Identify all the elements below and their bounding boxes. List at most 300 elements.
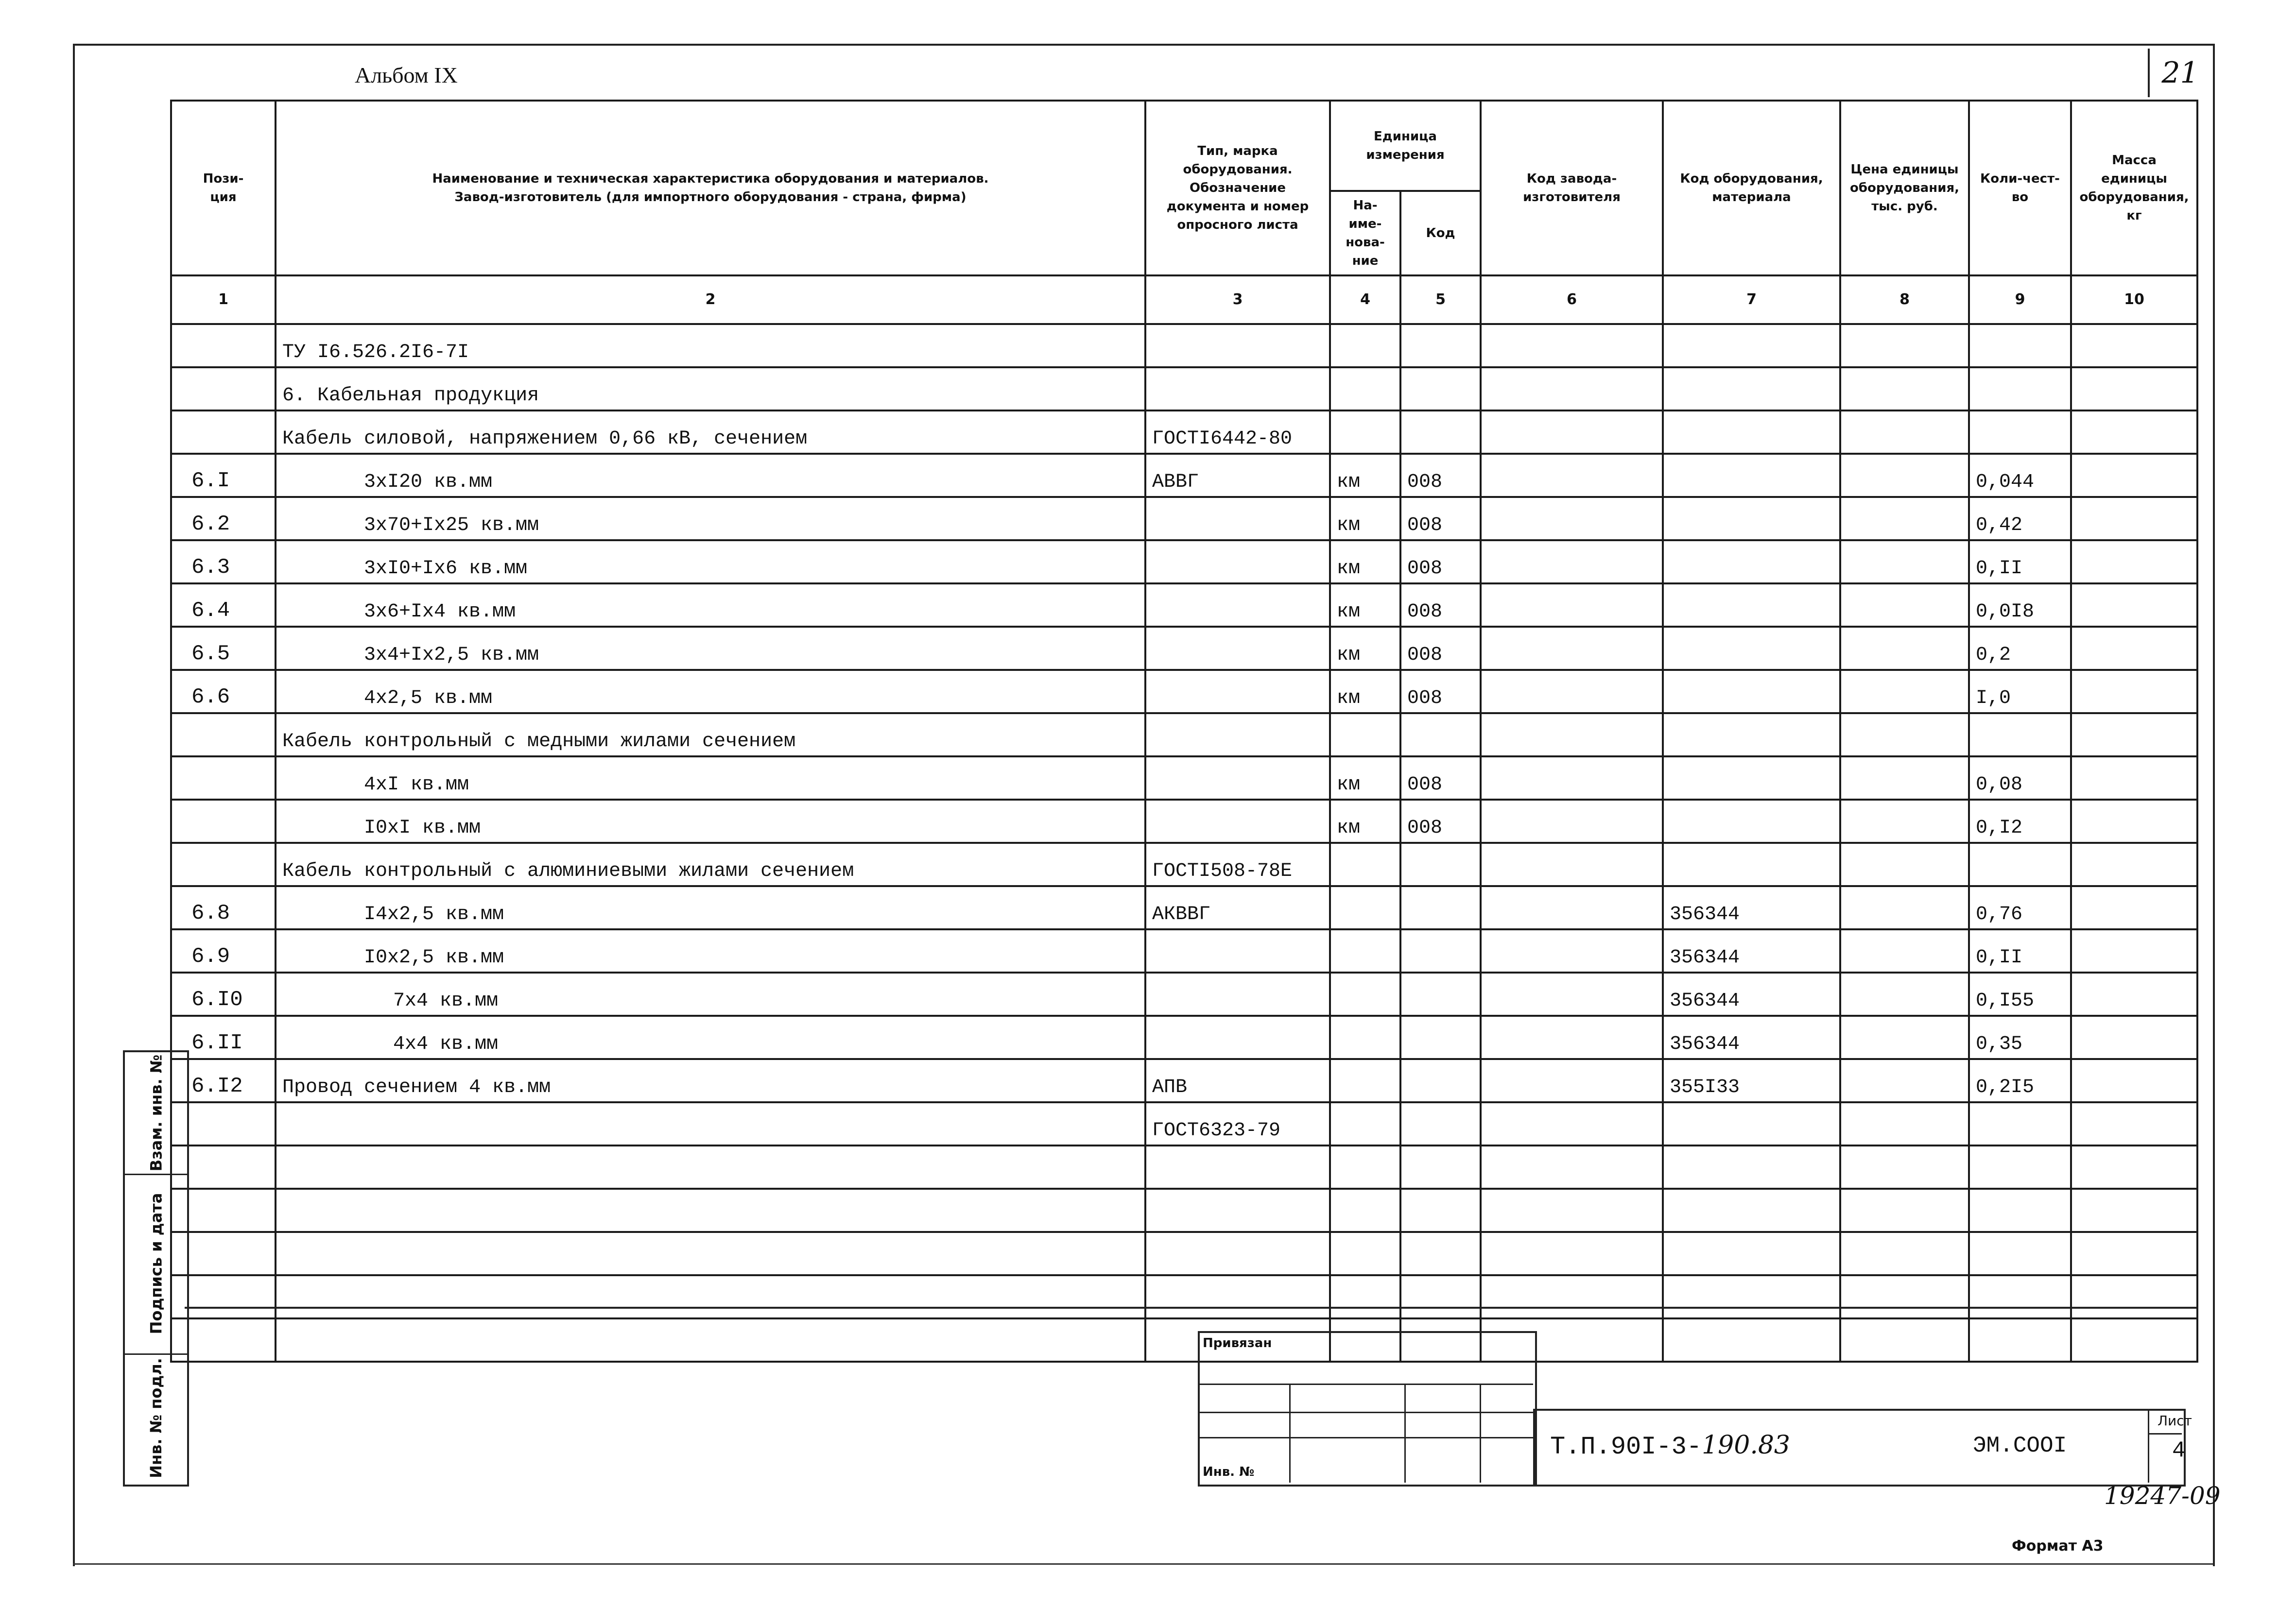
cell-type bbox=[1145, 800, 1330, 843]
table-row bbox=[171, 886, 2197, 929]
cell-unit-code: 008 bbox=[1400, 454, 1481, 497]
cell-factory-code bbox=[1481, 886, 1663, 929]
title-block-top-line bbox=[185, 1307, 2196, 1309]
cell-material-code bbox=[1663, 1275, 1840, 1318]
cell-material-code bbox=[1663, 756, 1840, 800]
table-row bbox=[171, 1145, 2197, 1189]
cell-type: ГОСТI6442-80 bbox=[1145, 410, 1330, 454]
cell-quantity: 0,I2 bbox=[1969, 800, 2071, 843]
sheet-code: ЭМ.СООI bbox=[1973, 1433, 2067, 1458]
cell-quantity: 0,0I8 bbox=[1969, 583, 2071, 627]
cell-material-code bbox=[1663, 843, 1840, 886]
cell-position bbox=[171, 756, 276, 800]
cell-price bbox=[1840, 973, 1969, 1016]
cell-material-code: 356344 bbox=[1663, 1016, 1840, 1059]
header-unit-code-text: Код bbox=[1426, 226, 1455, 240]
cell-mass bbox=[2071, 410, 2197, 454]
cell-name: 3x6+Ix4 кв.мм bbox=[276, 583, 1145, 627]
cell-position bbox=[171, 843, 276, 886]
cell-mass bbox=[2071, 583, 2197, 627]
cell-material-code bbox=[1663, 1318, 1840, 1362]
side-stamp-replacement-inv-label: Взам. инв. № bbox=[147, 1054, 166, 1172]
cell-mass bbox=[2071, 1059, 2197, 1102]
cell-factory-code bbox=[1481, 410, 1663, 454]
table-row bbox=[171, 324, 2197, 367]
header-position-text: Пози- ция bbox=[203, 171, 244, 205]
cell-mass bbox=[2071, 497, 2197, 540]
table-row bbox=[171, 929, 2197, 973]
cell-quantity bbox=[1969, 713, 2071, 756]
cell-unit bbox=[1330, 1275, 1400, 1318]
cell-factory-code bbox=[1481, 627, 1663, 670]
cell-unit: км bbox=[1330, 454, 1400, 497]
cell-unit bbox=[1330, 410, 1400, 454]
cell-factory-code bbox=[1481, 756, 1663, 800]
cell-unit-code bbox=[1400, 1275, 1481, 1318]
table-row bbox=[171, 410, 2197, 454]
cell-unit bbox=[1330, 713, 1400, 756]
document-code-prefix: Т.П.90I-3- bbox=[1550, 1433, 1702, 1461]
cell-name: 7x4 кв.мм bbox=[276, 973, 1145, 1016]
table-row bbox=[171, 1318, 2197, 1362]
cell-unit-code: 008 bbox=[1400, 756, 1481, 800]
cell-mass bbox=[2071, 886, 2197, 929]
cell-name: 3x4+Ix2,5 кв.мм bbox=[276, 627, 1145, 670]
table-row bbox=[171, 1016, 2197, 1059]
table-row bbox=[171, 497, 2197, 540]
cell-name bbox=[276, 1318, 1145, 1362]
cell-position: 6.8 bbox=[171, 886, 276, 929]
header-unit-name-text: На-име-нова-ние bbox=[1346, 198, 1385, 268]
cell-factory-code bbox=[1481, 929, 1663, 973]
cell-unit: км bbox=[1330, 756, 1400, 800]
cell-type bbox=[1145, 583, 1330, 627]
cell-price bbox=[1840, 497, 1969, 540]
cell-mass bbox=[2071, 1189, 2197, 1232]
cell-material-code: 356344 bbox=[1663, 886, 1840, 929]
cell-unit-code: 008 bbox=[1400, 540, 1481, 583]
cell-name: 4x4 кв.мм bbox=[276, 1016, 1145, 1059]
sheet-number: 4 bbox=[2172, 1438, 2186, 1463]
cell-name: Провод сечением 4 кв.мм bbox=[276, 1059, 1145, 1102]
table-row bbox=[171, 1189, 2197, 1232]
header-mass-text: Масса единицы оборудования, кг bbox=[2079, 153, 2189, 223]
cell-type bbox=[1145, 1189, 1330, 1232]
binding-stamp-line bbox=[1198, 1384, 1533, 1385]
cell-quantity: 0,2I5 bbox=[1969, 1059, 2071, 1102]
cell-type bbox=[1145, 1016, 1330, 1059]
table-row bbox=[171, 1102, 2197, 1145]
cell-type: АПВ bbox=[1145, 1059, 1330, 1102]
table-row bbox=[171, 627, 2197, 670]
cell-unit-code: 008 bbox=[1400, 497, 1481, 540]
side-stamp-signature-date-label: Подпись и дата bbox=[147, 1193, 165, 1334]
cell-unit bbox=[1330, 1232, 1400, 1275]
cell-mass bbox=[2071, 1016, 2197, 1059]
cell-name: 3x70+Ix25 кв.мм bbox=[276, 497, 1145, 540]
cell-unit bbox=[1330, 1016, 1400, 1059]
cell-unit-code bbox=[1400, 1189, 1481, 1232]
cell-price bbox=[1840, 540, 1969, 583]
cell-position bbox=[171, 800, 276, 843]
cell-name: I0xI кв.мм bbox=[276, 800, 1145, 843]
cell-quantity bbox=[1969, 1189, 2071, 1232]
cell-material-code bbox=[1663, 800, 1840, 843]
side-stamp-replacement-inv bbox=[125, 1052, 187, 1175]
cell-mass bbox=[2071, 324, 2197, 367]
binding-stamp-divider bbox=[1404, 1384, 1406, 1483]
cell-quantity: 0,II bbox=[1969, 540, 2071, 583]
cell-type bbox=[1145, 324, 1330, 367]
cell-mass bbox=[2071, 540, 2197, 583]
table-row bbox=[171, 843, 2197, 886]
cell-material-code bbox=[1663, 324, 1840, 367]
cell-unit bbox=[1330, 929, 1400, 973]
table-row bbox=[171, 1275, 2197, 1318]
cell-name: 4xI кв.мм bbox=[276, 756, 1145, 800]
cell-quantity bbox=[1969, 1318, 2071, 1362]
cell-price bbox=[1840, 1145, 1969, 1189]
cell-mass bbox=[2071, 1102, 2197, 1145]
cell-unit-code bbox=[1400, 1102, 1481, 1145]
cell-position: 6.5 bbox=[171, 627, 276, 670]
cell-mass bbox=[2071, 756, 2197, 800]
cell-position: 6.6 bbox=[171, 670, 276, 713]
cell-name bbox=[276, 1232, 1145, 1275]
col-number: 3 bbox=[1145, 275, 1330, 324]
cell-name: ТУ I6.526.2I6-7I bbox=[276, 324, 1145, 367]
cell-quantity: 0,76 bbox=[1969, 886, 2071, 929]
header-quantity-text: Коли-чест-во bbox=[1980, 171, 2060, 205]
table-row bbox=[171, 540, 2197, 583]
cell-position: 6.I2 bbox=[171, 1059, 276, 1102]
header-factory-code-text: Код завода-изготовителя bbox=[1523, 171, 1621, 205]
cell-mass bbox=[2071, 1318, 2197, 1362]
cell-mass bbox=[2071, 367, 2197, 410]
cell-name: 6. Кабельная продукция bbox=[276, 367, 1145, 410]
cell-unit-code bbox=[1400, 886, 1481, 929]
cell-unit bbox=[1330, 1059, 1400, 1102]
cell-type bbox=[1145, 929, 1330, 973]
cell-price bbox=[1840, 1016, 1969, 1059]
cell-unit-code bbox=[1400, 1059, 1481, 1102]
cell-unit: км bbox=[1330, 800, 1400, 843]
cell-type bbox=[1145, 973, 1330, 1016]
side-stamp-original-inv-label: Инв. № подл. bbox=[147, 1358, 166, 1478]
cell-material-code bbox=[1663, 713, 1840, 756]
cell-price bbox=[1840, 843, 1969, 886]
cell-price bbox=[1840, 410, 1969, 454]
cell-name: 4x2,5 кв.мм bbox=[276, 670, 1145, 713]
cell-factory-code bbox=[1481, 670, 1663, 713]
cell-quantity bbox=[1969, 1275, 2071, 1318]
header-unit-code bbox=[1400, 191, 1481, 275]
cell-unit-code bbox=[1400, 1232, 1481, 1275]
binding-stamp-divider bbox=[1480, 1384, 1481, 1483]
cell-unit-code: 008 bbox=[1400, 670, 1481, 713]
cell-quantity bbox=[1969, 367, 2071, 410]
cell-name: Кабель контрольный с алюминиевыми жилами сечением bbox=[276, 843, 1145, 886]
cell-type bbox=[1145, 713, 1330, 756]
page-corner-number: 21 bbox=[2148, 49, 2210, 97]
cell-factory-code bbox=[1481, 324, 1663, 367]
cell-mass bbox=[2071, 973, 2197, 1016]
cell-factory-code bbox=[1481, 583, 1663, 627]
cell-material-code bbox=[1663, 1102, 1840, 1145]
cell-unit-code bbox=[1400, 324, 1481, 367]
side-stamp bbox=[123, 1050, 189, 1487]
cell-material-code bbox=[1663, 583, 1840, 627]
header-factory-code bbox=[1481, 101, 1663, 275]
cell-factory-code bbox=[1481, 540, 1663, 583]
cell-factory-code bbox=[1481, 1145, 1663, 1189]
cell-type bbox=[1145, 627, 1330, 670]
cell-mass bbox=[2071, 929, 2197, 973]
cell-factory-code bbox=[1481, 454, 1663, 497]
cell-unit-code: 008 bbox=[1400, 583, 1481, 627]
cell-position: 6.4 bbox=[171, 583, 276, 627]
cell-name bbox=[276, 1145, 1145, 1189]
cell-type bbox=[1145, 1275, 1330, 1318]
cell-mass bbox=[2071, 800, 2197, 843]
cell-type: ГОСТI508-78Е bbox=[1145, 843, 1330, 886]
table-row bbox=[171, 713, 2197, 756]
cell-name: Кабель контрольный с медными жилами сечением bbox=[276, 713, 1145, 756]
header-material-code-text: Код оборудования, материала bbox=[1680, 171, 1823, 205]
table-row bbox=[171, 367, 2197, 410]
cell-type: АВВГ bbox=[1145, 454, 1330, 497]
cell-price bbox=[1840, 324, 1969, 367]
cell-price bbox=[1840, 1318, 1969, 1362]
specification-table bbox=[170, 100, 2198, 1363]
cell-material-code bbox=[1663, 627, 1840, 670]
header-unit-group bbox=[1330, 101, 1481, 191]
cell-price bbox=[1840, 454, 1969, 497]
cell-quantity: 0,35 bbox=[1969, 1016, 2071, 1059]
cell-mass bbox=[2071, 843, 2197, 886]
cell-unit bbox=[1330, 1189, 1400, 1232]
header-price bbox=[1840, 101, 1969, 275]
inventory-label: Инв. № bbox=[1203, 1465, 1255, 1479]
header-unit-name bbox=[1330, 191, 1400, 275]
header-type-text: Тип, марка оборудования. Обозначение документа и номер опросного листа bbox=[1166, 144, 1309, 232]
format-label: Формат А3 bbox=[2012, 1538, 2104, 1555]
cell-material-code bbox=[1663, 454, 1840, 497]
cell-material-code bbox=[1663, 670, 1840, 713]
cell-unit-code: 008 bbox=[1400, 627, 1481, 670]
sheet-cell-line bbox=[2148, 1433, 2182, 1435]
binding-label: Привязан bbox=[1203, 1336, 1272, 1351]
table-row bbox=[171, 1232, 2197, 1275]
cell-price bbox=[1840, 1275, 1969, 1318]
cell-factory-code bbox=[1481, 843, 1663, 886]
cell-position: 6.II bbox=[171, 1016, 276, 1059]
cell-name: 3xI0+Ix6 кв.мм bbox=[276, 540, 1145, 583]
cell-material-code: 356344 bbox=[1663, 973, 1840, 1016]
header-quantity bbox=[1969, 101, 2071, 275]
cell-name bbox=[276, 1102, 1145, 1145]
cell-quantity bbox=[1969, 324, 2071, 367]
cell-unit-code bbox=[1400, 843, 1481, 886]
cell-factory-code bbox=[1481, 1189, 1663, 1232]
col-number: 4 bbox=[1330, 275, 1400, 324]
header-name-text: Наименование и техническая характеристика оборудования и материалов. Завод-изготовитель (для импортного оборудования - страна, фирма) bbox=[432, 171, 989, 205]
column-number-row bbox=[171, 275, 2197, 324]
cell-material-code bbox=[1663, 410, 1840, 454]
cell-factory-code bbox=[1481, 973, 1663, 1016]
cell-material-code bbox=[1663, 1232, 1840, 1275]
cell-material-code bbox=[1663, 540, 1840, 583]
side-stamp-original-inv bbox=[125, 1353, 187, 1483]
table-row bbox=[171, 670, 2197, 713]
cell-name: Кабель силовой, напряжением 0,66 кВ, сечением bbox=[276, 410, 1145, 454]
cell-unit: км bbox=[1330, 497, 1400, 540]
header-unit-group-text: Единица измерения bbox=[1366, 129, 1445, 162]
cell-factory-code bbox=[1481, 1232, 1663, 1275]
cell-type bbox=[1145, 497, 1330, 540]
table-row bbox=[171, 583, 2197, 627]
cell-material-code bbox=[1663, 1145, 1840, 1189]
cell-factory-code bbox=[1481, 367, 1663, 410]
cell-unit: км bbox=[1330, 670, 1400, 713]
header-position bbox=[171, 101, 276, 275]
cell-unit bbox=[1330, 1102, 1400, 1145]
header-price-text: Цена единицы оборудования, тыс. руб. bbox=[1849, 162, 1960, 214]
cell-position: 6.2 bbox=[171, 497, 276, 540]
cell-price bbox=[1840, 583, 1969, 627]
col-number: 6 bbox=[1481, 275, 1663, 324]
cell-factory-code bbox=[1481, 497, 1663, 540]
cell-quantity: I,0 bbox=[1969, 670, 2071, 713]
col-number: 5 bbox=[1400, 275, 1481, 324]
cell-price bbox=[1840, 1102, 1969, 1145]
cell-price bbox=[1840, 713, 1969, 756]
cell-unit bbox=[1330, 367, 1400, 410]
cell-type bbox=[1145, 540, 1330, 583]
cell-type: АКВВГ bbox=[1145, 886, 1330, 929]
cell-price bbox=[1840, 367, 1969, 410]
cell-unit bbox=[1330, 843, 1400, 886]
cell-position: 6.9 bbox=[171, 929, 276, 973]
cell-quantity: 0,2 bbox=[1969, 627, 2071, 670]
cell-quantity: 0,42 bbox=[1969, 497, 2071, 540]
document-code-suffix: 190.83 bbox=[1702, 1431, 1791, 1460]
cell-price bbox=[1840, 627, 1969, 670]
cell-mass bbox=[2071, 1145, 2197, 1189]
cell-position: 6.3 bbox=[171, 540, 276, 583]
side-stamp-signature-date bbox=[125, 1174, 187, 1355]
inventory-number: 19247-09 bbox=[2104, 1482, 2221, 1510]
col-number: 1 bbox=[171, 275, 276, 324]
cell-quantity bbox=[1969, 1102, 2071, 1145]
cell-price bbox=[1840, 1232, 1969, 1275]
cell-type: ГОСТ6323-79 bbox=[1145, 1102, 1330, 1145]
cell-price bbox=[1840, 1189, 1969, 1232]
col-number: 7 bbox=[1663, 275, 1840, 324]
table-row bbox=[171, 756, 2197, 800]
header-name bbox=[276, 101, 1145, 275]
cell-position bbox=[171, 324, 276, 367]
binding-stamp-box bbox=[1198, 1331, 1537, 1487]
cell-unit bbox=[1330, 324, 1400, 367]
cell-factory-code bbox=[1481, 1016, 1663, 1059]
cell-mass bbox=[2071, 627, 2197, 670]
cell-factory-code bbox=[1481, 1102, 1663, 1145]
cell-unit bbox=[1330, 973, 1400, 1016]
binding-stamp-divider bbox=[1289, 1384, 1291, 1483]
cell-type bbox=[1145, 367, 1330, 410]
cell-position: 6.I0 bbox=[171, 973, 276, 1016]
cell-quantity: 0,044 bbox=[1969, 454, 2071, 497]
cell-name bbox=[276, 1275, 1145, 1318]
col-number: 2 bbox=[276, 275, 1145, 324]
cell-unit bbox=[1330, 886, 1400, 929]
cell-unit-code bbox=[1400, 973, 1481, 1016]
cell-name: I4x2,5 кв.мм bbox=[276, 886, 1145, 929]
binding-stamp-line bbox=[1198, 1412, 1533, 1413]
header-mass bbox=[2071, 101, 2197, 275]
cell-unit: км bbox=[1330, 583, 1400, 627]
cell-unit: км bbox=[1330, 540, 1400, 583]
cell-unit-code bbox=[1400, 1145, 1481, 1189]
sheet-label: Лист bbox=[2158, 1413, 2192, 1429]
cell-price bbox=[1840, 800, 1969, 843]
cell-quantity bbox=[1969, 1232, 2071, 1275]
cell-material-code bbox=[1663, 497, 1840, 540]
cell-material-code: 356344 bbox=[1663, 929, 1840, 973]
cell-name bbox=[276, 1189, 1145, 1232]
cell-material-code bbox=[1663, 1189, 1840, 1232]
table-row bbox=[171, 454, 2197, 497]
cell-price bbox=[1840, 670, 1969, 713]
frame-bottom-line bbox=[73, 1563, 2213, 1565]
cell-price bbox=[1840, 1059, 1969, 1102]
album-label: Альбом IX bbox=[355, 63, 458, 87]
cell-name: I0x2,5 кв.мм bbox=[276, 929, 1145, 973]
sheet-cell-divider bbox=[2148, 1409, 2149, 1483]
cell-unit-code bbox=[1400, 713, 1481, 756]
table-row bbox=[171, 1059, 2197, 1102]
binding-stamp-line bbox=[1198, 1437, 1533, 1438]
cell-unit bbox=[1330, 1145, 1400, 1189]
col-number: 10 bbox=[2071, 275, 2197, 324]
cell-price bbox=[1840, 756, 1969, 800]
cell-position bbox=[171, 713, 276, 756]
cell-mass bbox=[2071, 1232, 2197, 1275]
cell-mass bbox=[2071, 670, 2197, 713]
cell-position bbox=[171, 410, 276, 454]
cell-factory-code bbox=[1481, 800, 1663, 843]
cell-type bbox=[1145, 1232, 1330, 1275]
cell-factory-code bbox=[1481, 1275, 1663, 1318]
cell-mass bbox=[2071, 454, 2197, 497]
cell-type bbox=[1145, 1145, 1330, 1189]
cell-factory-code bbox=[1481, 1059, 1663, 1102]
header-material-code bbox=[1663, 101, 1840, 275]
cell-quantity: 0,II bbox=[1969, 929, 2071, 973]
cell-price bbox=[1840, 886, 1969, 929]
col-number: 9 bbox=[1969, 275, 2071, 324]
cell-unit-code bbox=[1400, 410, 1481, 454]
cell-position bbox=[171, 367, 276, 410]
cell-name: 3xI20 кв.мм bbox=[276, 454, 1145, 497]
cell-quantity bbox=[1969, 843, 2071, 886]
cell-quantity bbox=[1969, 1145, 2071, 1189]
cell-type bbox=[1145, 756, 1330, 800]
cell-unit-code bbox=[1400, 1016, 1481, 1059]
cell-quantity: 0,I55 bbox=[1969, 973, 2071, 1016]
col-number: 8 bbox=[1840, 275, 1969, 324]
